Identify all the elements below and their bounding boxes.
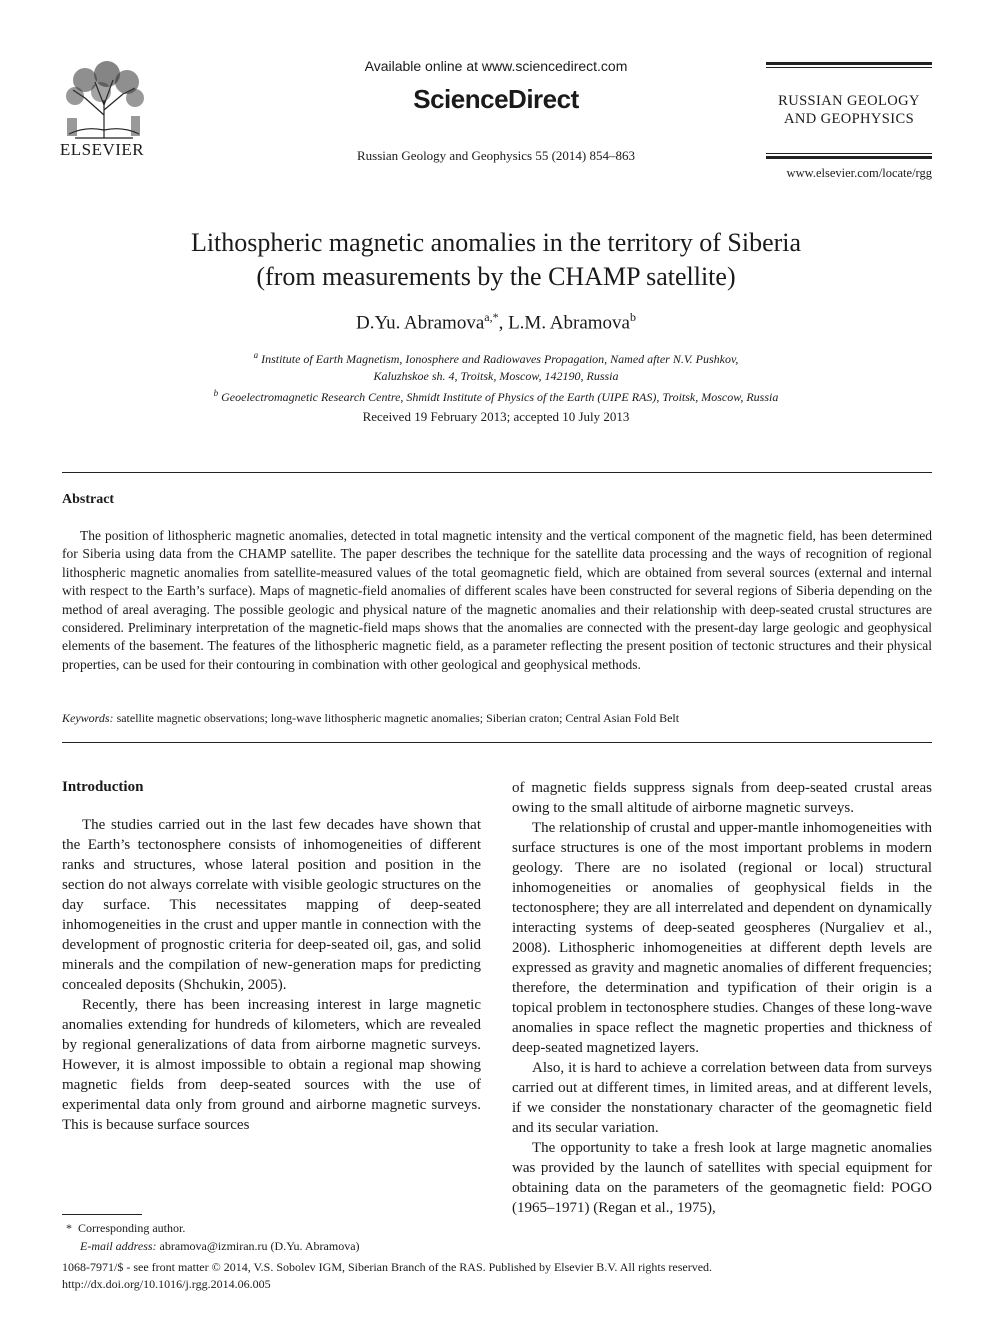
email-link[interactable]: abramova@izmiran.ru (D.Yu. Abramova) (159, 1239, 360, 1253)
affiliation-a-mark: a (253, 350, 259, 360)
article-title-line1: Lithospheric magnetic anomalies in the territory of Siberia (190, 228, 802, 257)
paragraph: The opportunity to take a fresh look at large magnetic anomalies was provided by the launch of satellites with special equipment for obtaining data on the parameters of the geomagnetic field: POGO (1965–1971) (Regan et al., 1975), (512, 1140, 932, 1216)
author-separator: , (498, 312, 509, 334)
affiliation-b-line: Geoelectromagnetic Research Centre, Shmidt Institute of Physics of the Earth (UIPE RAS), Troitsk, Moscow, Russia (221, 390, 779, 404)
affiliation-b-mark: b (213, 388, 219, 398)
email-note (80, 1239, 360, 1254)
keywords-label: Keywords: (62, 711, 114, 725)
header-rule-bottom-thick (766, 156, 932, 159)
journal-url-link[interactable]: www.elsevier.com/locate/rgg (786, 166, 932, 180)
received-dates: Received 19 February 2013; accepted 10 July 2013 (362, 409, 630, 424)
journal-title-line2: AND GEOPHYSICS (783, 111, 915, 127)
affiliation-a-line1: Institute of Earth Magnetism, Ionosphere and Radiowaves Propagation, Named after N.V. Pushkov, (261, 352, 739, 366)
right-column (512, 778, 932, 1218)
affiliation-a (100, 347, 892, 368)
keywords (62, 711, 932, 726)
paragraph: Recently, there has been increasing interest in large magnetic anomalies extending for hundreds of kilometers, which are revealed by regional generalizations of data from airborne magnetic surveys. However, it is almost impossible to obtain a regional map showing magnetic fields from deep-seated sources with the use of experimental data only from ground and airborne magnetic surveys. This is because surface sources (62, 997, 481, 1133)
abstract-top-rule (62, 472, 932, 473)
affiliation-a-line2: Kaluzhskoe sh. 4, Troitsk, Moscow, 142190, Russia (373, 369, 619, 383)
corresponding-author-note (66, 1221, 185, 1236)
affiliation-b (100, 385, 892, 406)
article-title-line2: (from measurements by the CHAMP satellite) (256, 262, 736, 291)
section-heading-introduction: Introduction (62, 779, 144, 795)
copyright-line: 1068-7971/$ - see front matter © 2014, V.S. Sobolev IGM, Siberian Branch of the RAS. Published by Elsevier B.V. All rights reserved. (62, 1260, 713, 1274)
corresponding-text: Corresponding author. (78, 1221, 186, 1235)
elsevier-wordmark: ELSEVIER (59, 140, 145, 159)
journal-citation: Russian Geology and Geophysics 55 (2014) 854–863 (356, 148, 636, 163)
header-rule-top-thin (766, 67, 932, 68)
paragraph: The studies carried out in the last few decades have shown that the Earth’s tectonosphere consists of inhomogeneities of different ranks and structures, whose lateral position and position in the section do not always correlate with visible geologic structures on the day surface. This necessitates mapping of deep-seated inhomogeneities in the crust and upper mantle in connection with the development of prognostic criteria for deep-seated oil, gas, and solid minerals and the compilation of new-generation maps for predicting concealed deposits (Shchukin, 2005). (62, 817, 481, 993)
journal-title (766, 92, 932, 128)
doi-link[interactable]: http://dx.doi.org/10.1016/j.rgg.2014.06.005 (62, 1277, 271, 1291)
article-title (60, 226, 932, 294)
abstract-bottom-rule (62, 742, 932, 743)
abstract-heading: Abstract (62, 492, 115, 507)
paragraph: Also, it is hard to achieve a correlation between data from surveys carried out at different times, in limited areas, and at different levels, if we consider the nonstationary character of the geomagnetic field and its secular variation. (512, 1060, 932, 1136)
author-1-affiliation-mark: a,* (484, 310, 499, 324)
available-online-link[interactable]: Available online at www.sciencedirect.com (364, 58, 628, 74)
affiliations (100, 347, 892, 406)
footnote-rule (62, 1214, 142, 1215)
left-column (62, 815, 481, 1135)
author-2-affiliation-mark: b (629, 310, 636, 324)
header-rule-bottom-thin (766, 153, 932, 154)
author-list (60, 310, 932, 334)
paragraph: of magnetic fields suppress signals from deep-seated crustal areas owing to the small altitude of airborne magnetic surveys. (512, 780, 932, 816)
header-rule-top-thick (766, 62, 932, 65)
abstract-text: The position of lithospheric magnetic anomalies, detected in total magnetic intensity and the vertical component of the magnetic field, has been determined for Siberia using data from the CHAMP satellite. The paper describes the technique for the satellite data processing and the ways of recognition of regional lithospheric magnetic anomalies from satellite-measured values of the total geomagnetic field, which are obtained from several sources (external and internal with respect to the Earth’s surface). Maps of magnetic-field anomalies of different scales have been constructed for several regions of Siberia depending on the method of areal averaging. The possible geologic and physical nature of the magnetic anomalies and their relationship with deep-seated crustal structures are considered. Preliminary interpretation of the magnetic-field maps shows that the anomalies are connected with the present-day large geologic and geophysical elements of the basement. The features of the lithospheric magnetic field, as a parameter reflecting the present position of tectonic structures and their physical properties, can be used for their contouring in combination with other geological and geophysical methods. (62, 528, 932, 672)
paragraph: The relationship of crustal and upper-mantle inhomogeneities with surface structures is one of the most important problems in modern geology. There are no isolated (regional or local) structural inhomogeneities or anomalies of geophysical fields in the tectonosphere; they are all interrelated and dependent on dynamically interacting systems of deep-seated geospheres (Nurgaliev et al., 2008). Lithospheric inhomogeneities at different depth levels are expressed as gravity and magnetic anomalies of different frequencies; therefore, the determination and typification of their origin is a topical problem in tectonosphere studies. Changes of these long-wave anomalies in space reflect the magnetic properties and thickness of deep-seated magnetized layers. (512, 820, 933, 1056)
sciencedirect-logo: ScienceDirect (413, 84, 579, 114)
author-1[interactable]: D.Yu. Abramova (356, 312, 485, 334)
email-label: E-mail address: (80, 1239, 157, 1253)
keywords-list: satellite magnetic observations; long-wave lithospheric magnetic anomalies; Siberian craton; Central Asian Fold Belt (116, 711, 680, 725)
corresponding-mark: * (66, 1221, 72, 1235)
author-2[interactable]: L.M. Abramova (508, 312, 630, 334)
journal-title-line1: RUSSIAN GEOLOGY (778, 93, 920, 109)
